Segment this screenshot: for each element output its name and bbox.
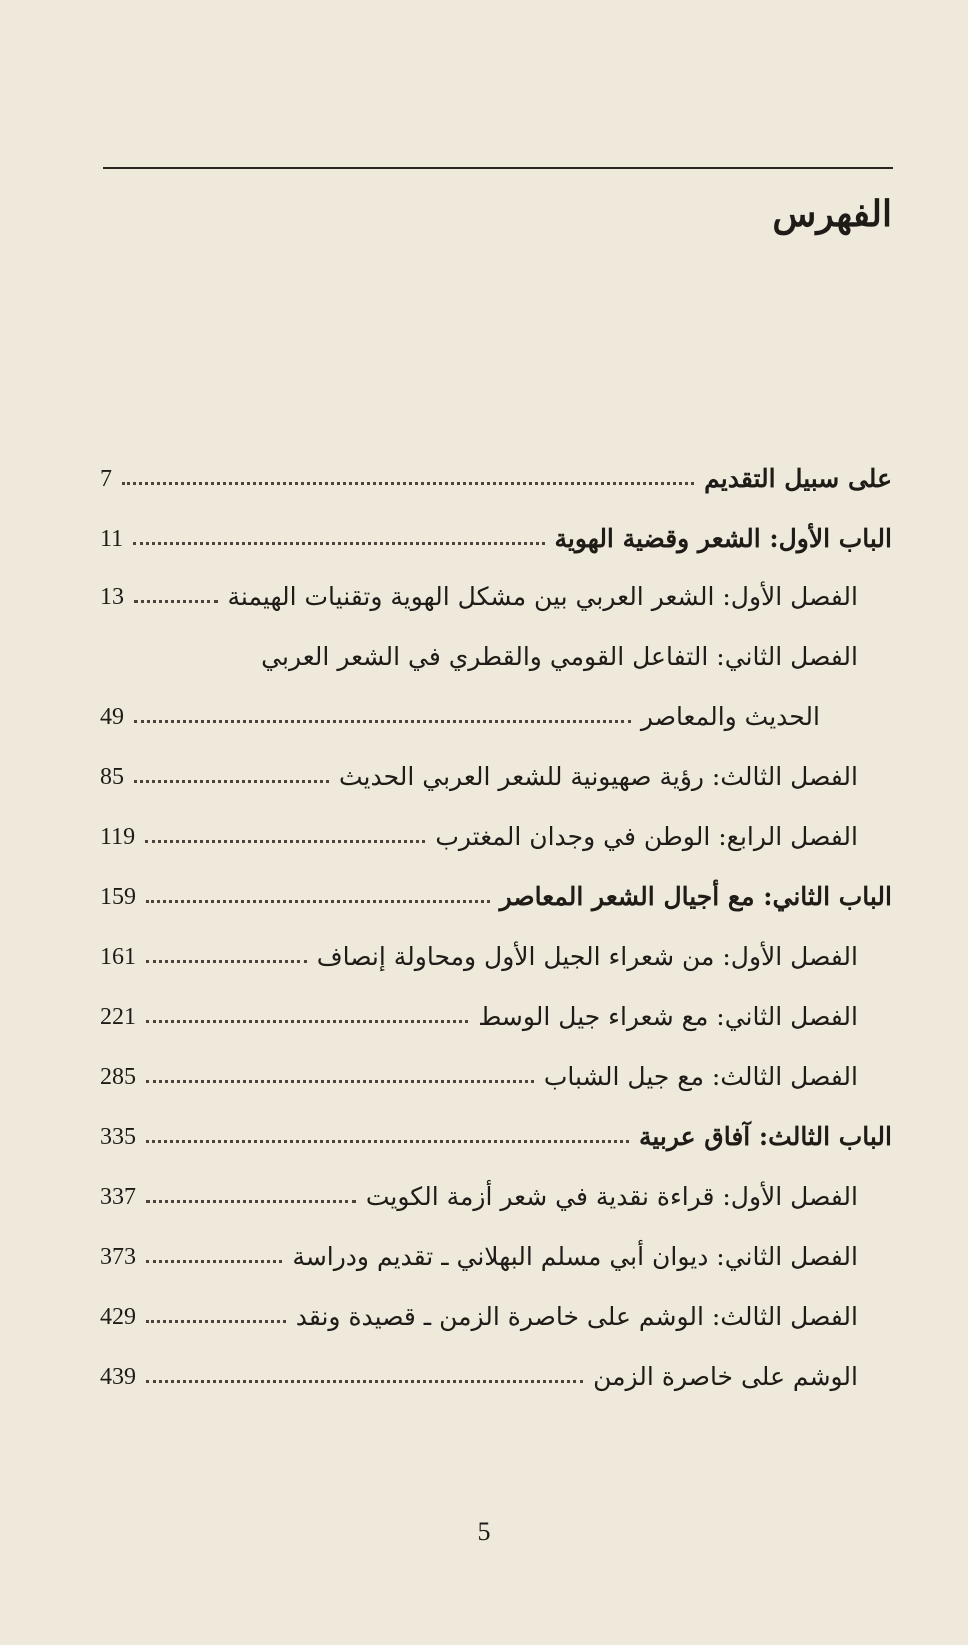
toc-entry [100,748,858,792]
dot-leader [146,1380,583,1383]
toc-entry-title: الوشم على خاصرة الزمن [593,1362,858,1391]
toc-entry [100,1048,858,1092]
toc-entry [100,1228,858,1272]
toc-entry-title: الفصل الثالث: مع جيل الشباب [543,1062,858,1091]
toc-entry-page: 373 [100,1244,136,1271]
toc-entry-page: 439 [100,1364,136,1391]
dot-leader [146,900,490,903]
toc-entry-page: 161 [100,944,136,971]
dot-leader [146,1020,468,1023]
toc-entry-title: الفصل الأول: الشعر العربي بين مشكل الهوية وتقنيات الهيمنة [227,582,858,611]
toc-entry [100,1348,858,1392]
toc-entry-title: الحديث والمعاصر [640,702,820,731]
dot-leader [146,1080,534,1083]
toc-entry-page: 221 [100,1004,136,1031]
dot-leader [146,1320,286,1323]
toc-entry-page: 337 [100,1184,136,1211]
dot-leader [133,542,544,545]
dot-leader [134,780,329,783]
page-title: الفهرس [772,193,892,235]
dot-leader [146,1200,356,1203]
toc-entry-title: الفصل الثاني: التفاعل القومي والقطري في الشعر العربي [261,642,858,671]
toc-entry [100,628,858,672]
toc-entry-title: الباب الأول: الشعر وقضية الهوية [554,524,892,553]
toc-entry-title: الفصل الثاني: مع شعراء جيل الوسط [478,1002,858,1031]
dot-leader [122,482,694,485]
dot-leader [145,840,425,843]
toc-entry-page: 13 [100,584,124,611]
toc-entry [100,1288,858,1332]
dot-leader [146,1140,629,1143]
toc-entry [100,688,820,732]
toc-entry-page: 429 [100,1304,136,1331]
toc-entry-title: الفصل الرابع: الوطن في وجدان المغترب [435,822,858,851]
dot-leader [146,960,307,963]
toc-entry-page: 49 [100,704,124,731]
toc-entry-page: 119 [100,824,136,851]
toc-entry-title: على سبيل التقديم [704,464,892,493]
toc-entry [100,510,892,554]
toc-entry-page: 85 [100,764,124,791]
toc-entry-page: 7 [100,466,112,493]
toc-entry [100,1168,858,1212]
toc-entry-title: الباب الثاني: مع أجيال الشعر المعاصر [499,882,892,911]
toc-entry-page: 335 [100,1124,136,1151]
toc-entry [100,928,858,972]
toc-entry-title: الباب الثالث: آفاق عربية [638,1122,892,1151]
toc-entry-page: 159 [100,884,136,911]
dot-leader [146,1260,282,1263]
toc-entry-title: الفصل الأول: قراءة نقدية في شعر أزمة الكويت [365,1182,858,1211]
dot-leader [134,720,631,723]
page-number: 5 [477,1517,491,1546]
toc-entry-title: الفصل الثالث: الوشم على خاصرة الزمن ـ قصيدة ونقد [295,1302,858,1331]
toc-entry [100,1108,892,1152]
toc-entry [100,868,892,912]
toc-entry [100,568,858,612]
dot-leader [134,600,218,603]
toc-entry-title: الفصل الثاني: ديوان أبي مسلم البهلاني ـ تقديم ودراسة [292,1242,858,1271]
toc-entry-title: الفصل الأول: من شعراء الجيل الأول ومحاولة إنصاف [316,942,858,971]
toc-entry-page: 285 [100,1064,136,1091]
toc-entry-title: الفصل الثالث: رؤية صهيونية للشعر العربي الحديث [338,762,858,791]
toc-entry-page: 11 [100,526,124,553]
toc-entry [100,450,892,494]
toc-entry [100,988,858,1032]
toc-entry [100,808,858,852]
